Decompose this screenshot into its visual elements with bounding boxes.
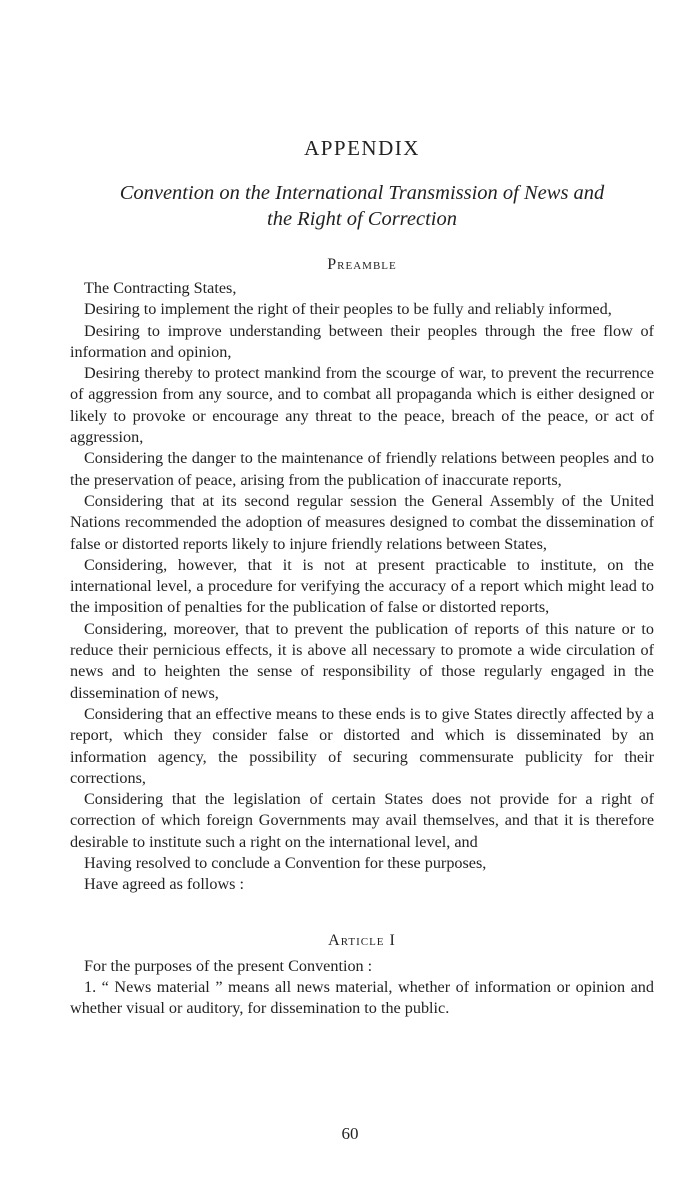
appendix-heading: APPENDIX — [304, 136, 420, 160]
preamble-paragraph: Desiring thereby to protect mankind from the scourge of war, to prevent the recurrence of aggression from any source, and to combat all propaganda which is either designed or likely to provoke or encourage any threat to the peace, breach of the peace, or act of aggression, — [70, 364, 654, 447]
convention-title-line-2: the Right of Correction — [267, 208, 457, 230]
preamble-paragraph: Considering that the legislation of certain States does not provide for a right of correction of which foreign Governments may avail themselves, and that it is therefore desirable to institute such a right on the international level, and — [70, 790, 654, 851]
article-1-paragraph: For the purposes of the present Convention : — [84, 956, 373, 975]
preamble-paragraph: The Contracting States, — [84, 279, 237, 297]
article-1-heading: Article I — [328, 931, 396, 949]
article-1-paragraph: 1. “ News material ” means all news material, whether of information or opinion and whether visual or auditory, for dissemination to the public. — [70, 977, 654, 1018]
preamble-heading: Preamble — [327, 256, 397, 273]
preamble-paragraph: Considering, however, that it is not at present practicable to institute, on the international level, a procedure for verifying the accuracy of a report which might lead to the imposition of penalties for the publication of false or distorted reports, — [70, 555, 654, 617]
convention-title-line-1: Convention on the International Transmission of News and — [119, 182, 605, 204]
preamble-paragraph: Desiring to improve understanding between their peoples through the free flow of information and opinion, — [70, 321, 654, 361]
preamble-paragraph: Considering the danger to the maintenance of friendly relations between peoples and to the preservation of peace, arising from the publication of inaccurate reports, — [70, 449, 654, 489]
preamble-paragraph: Considering that at its second regular session the General Assembly of the United Nations recommended the adoption of measures designed to combat the dissemination of false or distorted reports likely to injure friendly relations between States, — [70, 491, 654, 553]
page-content — [70, 136, 654, 1020]
preamble-paragraph: Desiring to implement the right of their peoples to be fully and reliably informed, — [84, 300, 612, 319]
preamble-paragraph: Have agreed as follows : — [84, 875, 245, 894]
preamble-paragraph: Considering that an effective means to these ends is to give States directly affected by a report, which they consider false or distorted and which is disseminated by an information agency, the possibility of securing commensurate publicity for their corrections, — [70, 704, 654, 787]
preamble-body — [70, 278, 654, 896]
page-number: 60 — [341, 1124, 359, 1143]
article-1-body — [70, 956, 654, 1020]
convention-title — [70, 180, 654, 232]
preamble-paragraph: Having resolved to conclude a Convention for these purposes, — [84, 854, 487, 873]
preamble-paragraph: Considering, moreover, that to prevent the publication of reports of this nature or to reduce their pernicious effects, it is above all necessary to promote a wide circulation of news and to heighten the sense of responsibility of those regularly engaged in the dissemination of news, — [70, 619, 654, 702]
